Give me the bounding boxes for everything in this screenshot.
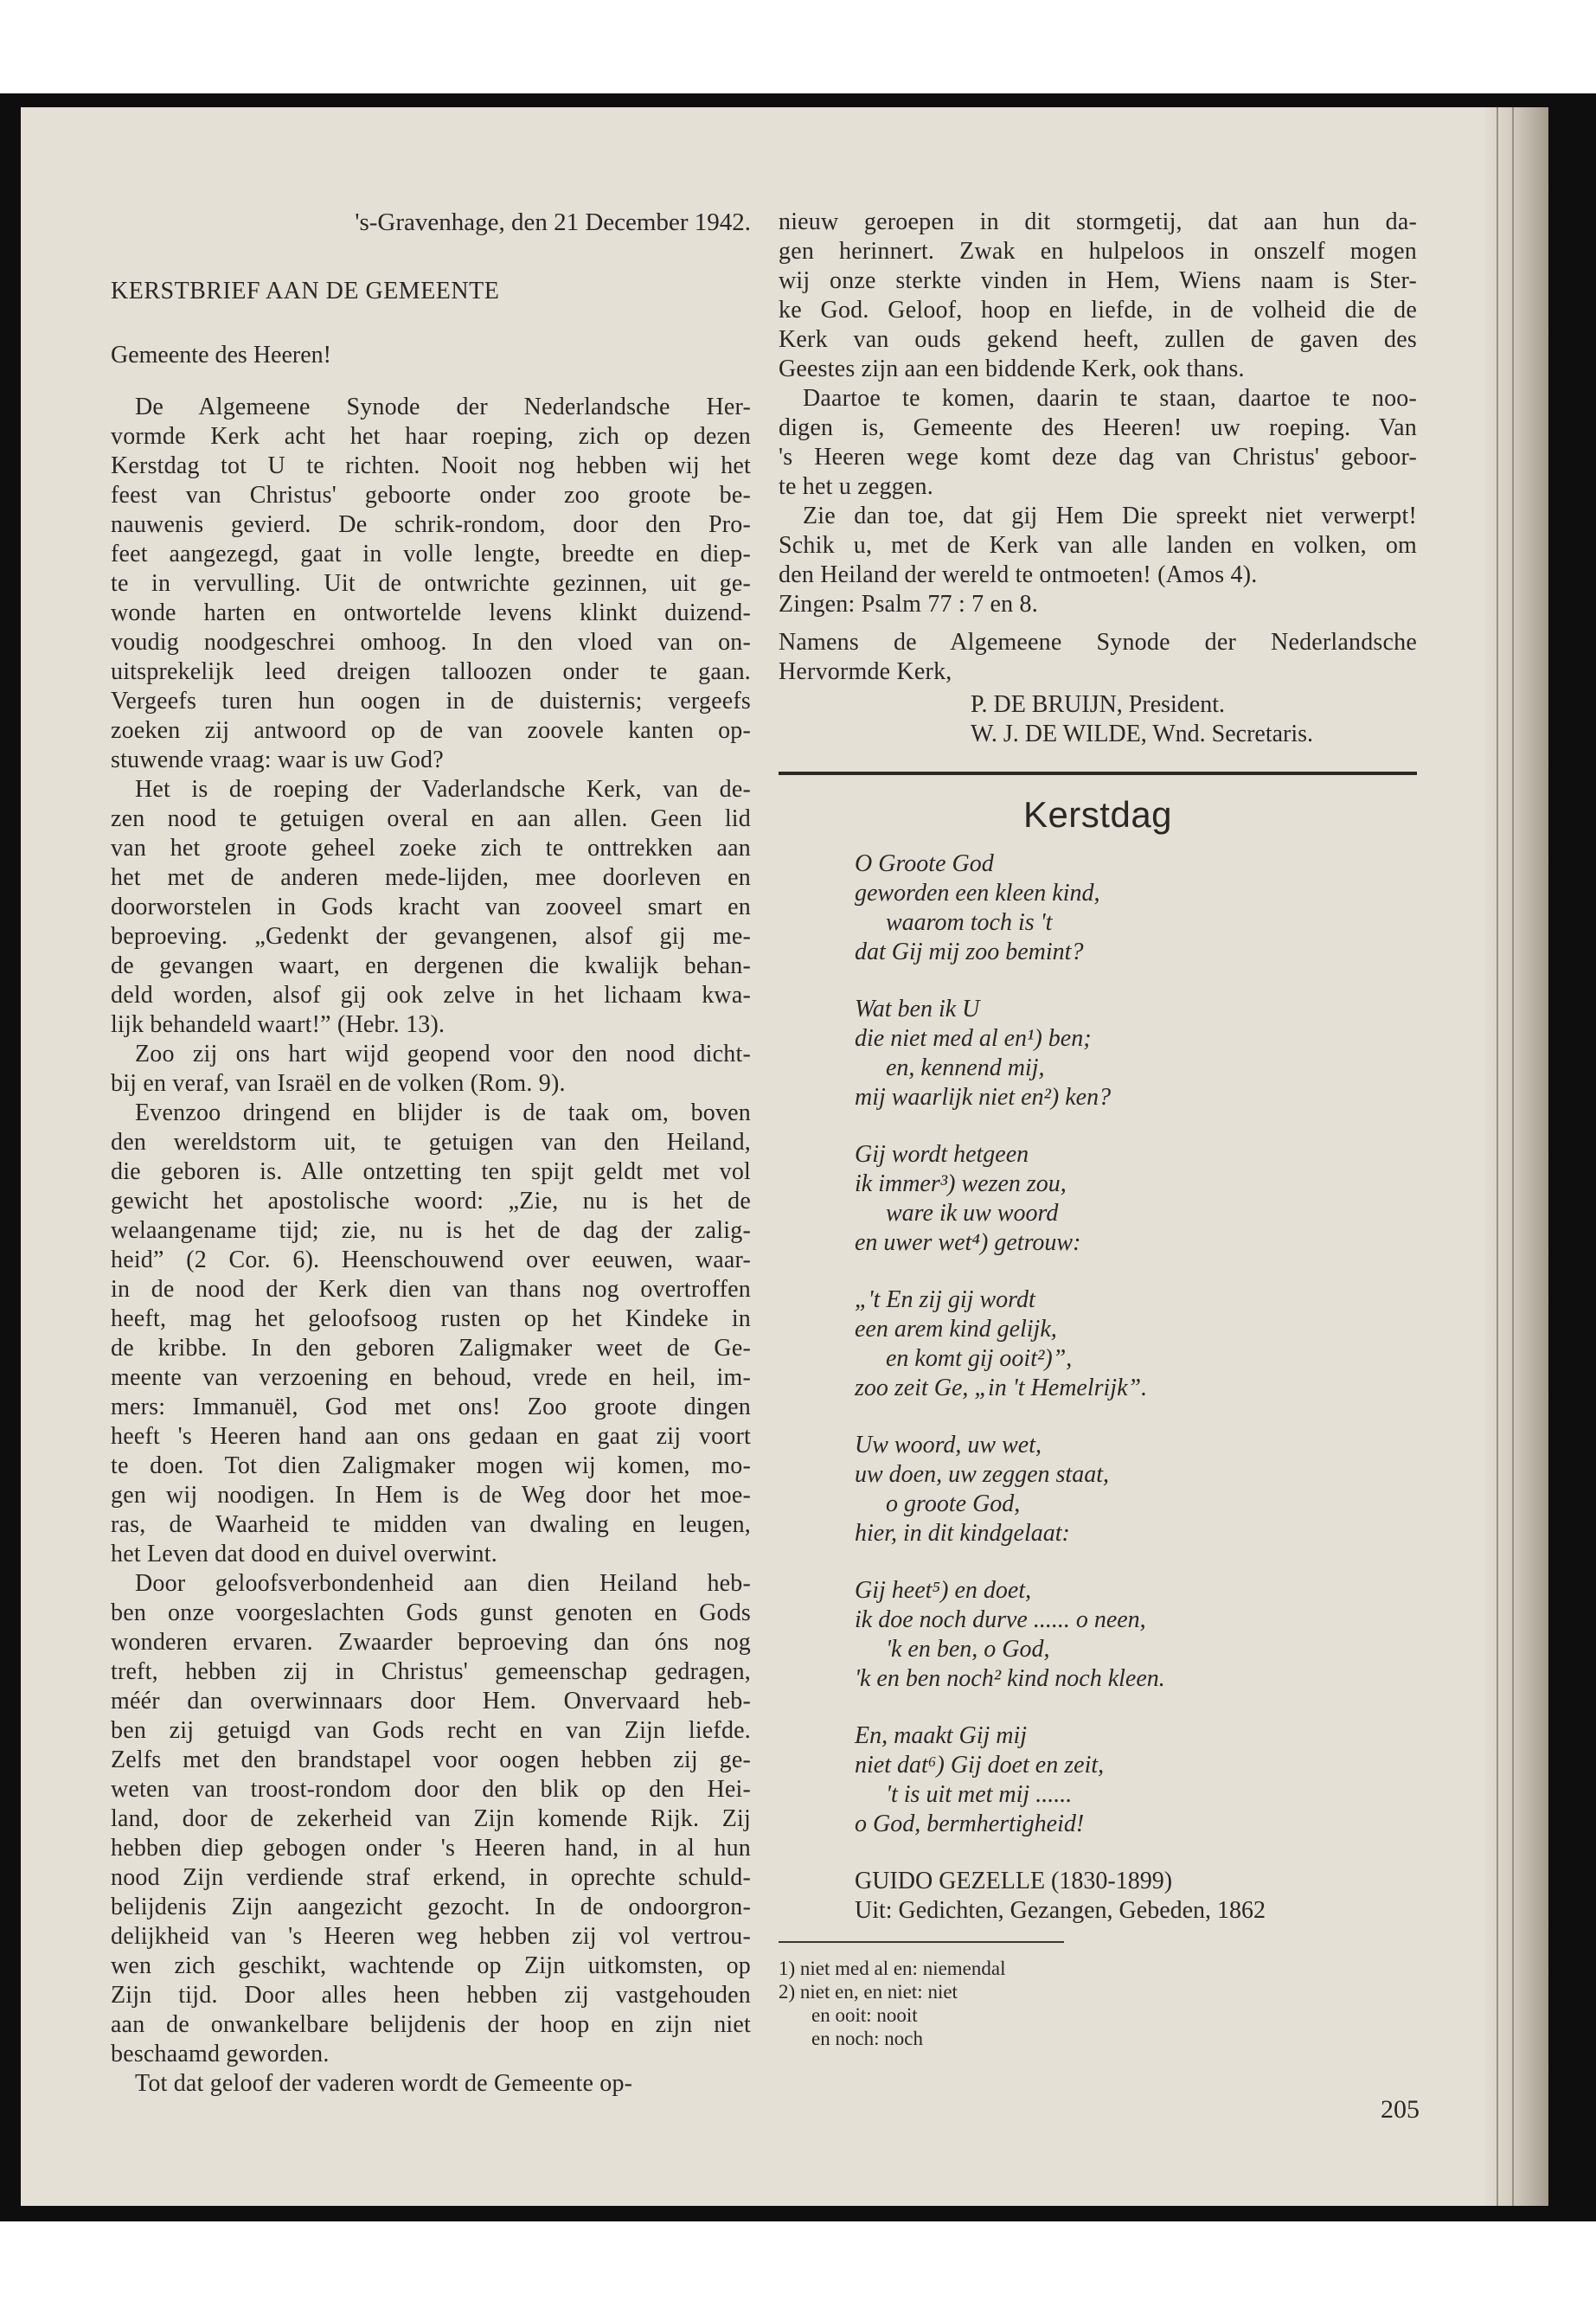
text-line: nauwenis gevierd. De schrik-rondom, door den Pro-: [111, 511, 751, 538]
poem-stanza: [855, 1140, 1417, 1258]
text-line: wonderen ervaren. Zwaarder beproeving dan óns nog: [111, 1629, 751, 1656]
text-line: voudig noodgeschrei omhoog. In den vloed van on-: [111, 629, 751, 656]
text-line: Zelfs met den brandstapel voor oogen hebben zij ge-: [111, 1747, 751, 1773]
text-line: welaangename tijd; zie, nu is het de dag der zalig-: [111, 1217, 751, 1244]
poem-line: niet dat⁶) Gij doet en zeit,: [855, 1752, 1105, 1779]
poem-line: 'k en ben noch² kind noch kleen.: [855, 1665, 1165, 1692]
poem-line: 'k en ben, o God,: [886, 1636, 1050, 1663]
text-line: Zijn tijd. Door alles heen hebben zij vastgehouden: [111, 1982, 751, 2009]
text-line: Het is de roeping der Vaderlandsche Kerk, van de-: [135, 776, 751, 803]
text-line: uitsprekelijk leed dreigen talloozen onder te gaan.: [111, 658, 751, 685]
text-line: in de nood der Kerk dien van thans nog overtroffen: [111, 1276, 751, 1303]
text-line: vormde Kerk acht het haar roeping, zich op dezen: [111, 423, 751, 450]
text-line: zen nood te getuigen overal en aan allen. Geen lid: [111, 805, 751, 832]
text-line: heeft, mag het geloofsoog rusten op het Kindeke in: [111, 1305, 751, 1332]
text-line: hebben diep gebogen onder 's Heeren hand, in al hun: [111, 1835, 751, 1862]
poem-line: ik doe noch durve ...... o neen,: [855, 1606, 1146, 1633]
text-line: het met de anderen mede-lijden, mee doorleven en: [111, 864, 751, 891]
text-line: ben onze voorgeslachten Gods gunst genoten en Gods: [111, 1599, 751, 1626]
poem-line: hier, in dit kindgelaat:: [855, 1520, 1070, 1547]
text-line: Vergeefs turen hun oogen in de duisternis; vergeefs: [111, 688, 751, 715]
text-line: Zie dan toe, dat gij Hem Die spreekt niet verwerpt!: [803, 503, 1417, 529]
text-line: méér dan overwinnaars door Hem. Onvervaard heb-: [111, 1688, 751, 1715]
poem-stanza: [855, 1721, 1417, 1839]
text-line: het Leven dat dood en duivel overwint.: [111, 1541, 497, 1567]
signature-president: P. DE BRUIJN, President.: [971, 691, 1226, 718]
letter-column: [111, 208, 751, 2099]
poem-line: o God, bermhertigheid!: [855, 1811, 1085, 1837]
text-line: De Algemeene Synode der Nederlandsche Her-: [135, 394, 751, 420]
text-line: beproeving. „Gedenkt der gevangenen, alsof gij me-: [111, 923, 751, 950]
text-line: den Heiland der wereld te ontmoeten! (Amos 4).: [779, 561, 1258, 588]
signoff-line: Hervormde Kerk,: [779, 658, 952, 685]
text-line: nood Zijn verdiende straf erkend, in oprechte schuld-: [111, 1864, 751, 1891]
text-line: Kerk van ouds gekend heeft, zullen de gaven des: [779, 326, 1417, 353]
text-line: Daartoe te komen, daarin te staan, daartoe te noo-: [803, 385, 1417, 412]
poem-stanza: [855, 849, 1417, 967]
text-line: stuwende vraag: waar is uw God?: [111, 747, 444, 773]
poem-line: Uw woord, uw wet,: [855, 1432, 1042, 1458]
text-line: den wereldstorm uit, te getuigen van den Heiland,: [111, 1129, 751, 1156]
poem-stanza: [855, 1431, 1417, 1548]
text-line: doorworstelen in Gods kracht van zooveel smart en: [111, 894, 751, 920]
text-line: die geboren is. Alle ontzetting ten spijt geldt met vol: [111, 1158, 751, 1185]
footnotes: [779, 1957, 1417, 2050]
poem-line: die niet med al en¹) ben;: [855, 1025, 1092, 1052]
poem-line: Gij heet⁵) en doet,: [855, 1577, 1032, 1604]
poem-stanza: [855, 1576, 1417, 1694]
text-line: Zoo zij ons hart wijd geopend voor den nood dicht-: [135, 1041, 751, 1067]
text-line: digen is, Gemeente des Heeren! uw roeping. Van: [779, 414, 1417, 441]
text-line: Door geloofsverbondenheid aan dien Heiland heb-: [135, 1570, 751, 1597]
text-line: ben zij getuigd van Gods recht en van Zijn liefde.: [111, 1717, 751, 1744]
right-column: [779, 208, 1417, 2050]
poem-line: En, maakt Gij mij: [855, 1722, 1028, 1749]
poem-line: en, kennend mij,: [886, 1054, 1045, 1081]
text-line: treft, hebben zij in Christus' gemeenschap gedragen,: [111, 1658, 751, 1685]
text-line: beschaamd geworden.: [111, 2041, 330, 2067]
text-line: gewicht het apostolische woord: „Zie, nu is het de: [111, 1188, 751, 1215]
scan-border-right: [1548, 93, 1596, 2221]
letter-date: 's-Gravenhage, den 21 December 1942.: [355, 208, 751, 236]
poem-stanza: [855, 1285, 1417, 1403]
footnote: en ooit: nooit: [811, 2004, 918, 2026]
text-line: belijdenis Zijn aangezicht gezocht. In de ondoorgron-: [111, 1894, 751, 1920]
singing-line: Zingen: Psalm 77 : 7 en 8.: [779, 591, 1038, 618]
text-line: de gevangen waart, en dergenen die kwalijk behan-: [111, 952, 751, 979]
poem-line: een arem kind gelijk,: [855, 1316, 1057, 1343]
text-line: aan de onwankelbare belijdenis der hoop en zijn niet: [111, 2011, 751, 2038]
text-line: Geestes zijn aan een biddende Kerk, ook thans.: [779, 356, 1245, 382]
text-line: te doen. Tot dien Zaligmaker mogen wij komen, mo-: [111, 1452, 751, 1479]
scan-border-bottom: [0, 2204, 1596, 2221]
poem-line: geworden een kleen kind,: [855, 880, 1100, 907]
text-line: Evenzoo dringend en blijder is de taak om, boven: [135, 1099, 751, 1126]
poem-title: Kerstdag: [1022, 794, 1173, 835]
poem-line: ik immer³) wezen zou,: [855, 1170, 1067, 1197]
section-divider: [779, 772, 1417, 775]
text-line: heid” (2 Cor. 6). Heenschouwend over eeuwen, waar-: [111, 1247, 751, 1273]
page-edge-line: [1512, 107, 1514, 2206]
letter-continuation: [779, 208, 1417, 590]
poem-line: Wat ben ik U: [855, 996, 980, 1022]
footnote: 2) niet en, en niet: niet: [779, 1981, 958, 2003]
page-number: 205: [1381, 2095, 1420, 2124]
poem-line: o groote God,: [886, 1490, 1021, 1517]
poem-line: 't is uit met mij ......: [886, 1781, 1073, 1808]
poem-source: Uit: Gedichten, Gezangen, Gebeden, 1862: [855, 1897, 1266, 1924]
text-line: mers: Immanuël, God met ons! Zoo groote dingen: [111, 1394, 751, 1420]
text-line: feet aangezegd, gaat in volle lengte, breedte en diep-: [111, 541, 751, 567]
signature-secretary: W. J. DE WILDE, Wnd. Secretaris.: [971, 721, 1314, 747]
letter-salutation: Gemeente des Heeren!: [111, 342, 331, 369]
footnote-rule: [779, 1941, 1064, 1943]
poem-line: en komt gij ooit²)”,: [886, 1345, 1073, 1372]
page-edge-line: [1497, 107, 1498, 2206]
poem-line: ware ik uw woord: [886, 1200, 1059, 1227]
poem-line: waarom toch is 't: [886, 909, 1053, 936]
letter-heading: KERSTBRIEF AAN DE GEMEENTE: [111, 278, 500, 304]
text-line: wen zich geschikt, wachtende op Zijn uitkomsten, op: [111, 1952, 751, 1979]
poem-stanza: [855, 995, 1417, 1112]
poem-line: „'t En zij gij wordt: [855, 1286, 1035, 1313]
text-line: Schik u, met de Kerk van alle landen en volken, om: [779, 532, 1417, 559]
text-line: ras, de Waarheid te midden van dwaling en leugen,: [111, 1511, 751, 1538]
poem-author: GUIDO GEZELLE (1830-1899): [855, 1868, 1173, 1894]
text-line: 's Heeren wege komt deze dag van Christus' geboor-: [779, 444, 1417, 471]
page-edge-shadow: [1484, 107, 1548, 2206]
text-line: gen herinnert. Zwak en hulpeloos in onszelf mogen: [779, 238, 1417, 265]
text-line: meente van verzoening en behoud, vrede en heil, im-: [111, 1364, 751, 1391]
text-line: ke God. Geloof, hoop en liefde, in de volheid die de: [779, 297, 1417, 324]
poem-line: mij waarlijk niet en²) ken?: [855, 1084, 1112, 1111]
text-line: lijk behandeld waart!” (Hebr. 13).: [111, 1011, 445, 1038]
poem-line: O Groote God: [855, 850, 994, 877]
text-line: heeft 's Heeren hand aan ons gedaan en gaat zij voort: [111, 1423, 751, 1450]
poem-line: uw doen, uw zeggen staat,: [855, 1461, 1109, 1488]
footnote: en noch: noch: [811, 2028, 924, 2049]
text-line: wij onze sterkte vinden in Hem, Wiens naam is Ster-: [779, 267, 1417, 294]
text-line: Kerstdag tot U te richten. Nooit nog hebben wij het: [111, 452, 751, 479]
poem-line: zoo zeit Ge, „in 't Hemelrijk”.: [855, 1375, 1148, 1401]
text-line: van het groote geheel zoeke zich te onttrekken aan: [111, 835, 751, 862]
text-line: bij en veraf, van Israël en de volken (Rom. 9).: [111, 1070, 566, 1097]
text-line: de kribbe. In den geboren Zaligmaker weet de Ge-: [111, 1335, 751, 1362]
text-line: feest van Christus' geboorte onder zoo groote be-: [111, 482, 751, 509]
text-line: Tot dat geloof der vaderen wordt de Gemeente op-: [135, 2070, 633, 2097]
footnote: 1) niet med al en: niemendal: [779, 1958, 1006, 1979]
poem-body: [779, 849, 1417, 1839]
text-line: deld worden, alsof gij ook zelve in het lichaam kwa-: [111, 982, 751, 1009]
text-line: gen wij noodigen. In Hem is de Weg door het moe-: [111, 1482, 751, 1509]
text-line: nieuw geroepen in dit stormgetij, dat aan hun da-: [779, 208, 1417, 235]
letter-body: [111, 393, 751, 2099]
text-line: delijkheid van 's Heeren weg hebben zij vol vertrou-: [111, 1923, 751, 1950]
text-line: land, door de zekerheid van Zijn komende Rijk. Zij: [111, 1805, 751, 1832]
poem-line: en uwer wet⁴) getrouw:: [855, 1229, 1081, 1256]
text-line: weten van troost-rondom door den blik op den Hei-: [111, 1776, 751, 1803]
text-line: zoeken zij antwoord op de van zoovele kanten op-: [111, 717, 751, 744]
text-line: wonde harten en ontwortelde levens klinkt duizend-: [111, 599, 751, 626]
poem-line: Gij wordt hetgeen: [855, 1141, 1029, 1168]
poem-line: dat Gij mij zoo bemint?: [855, 939, 1084, 965]
text-line: te het u zeggen.: [779, 473, 933, 500]
signoff-line: Namens de Algemeene Synode der Nederlandsche: [779, 629, 1417, 656]
text-line: te in vervulling. Uit de ontwrichte gezinnen, uit ge-: [111, 570, 751, 597]
